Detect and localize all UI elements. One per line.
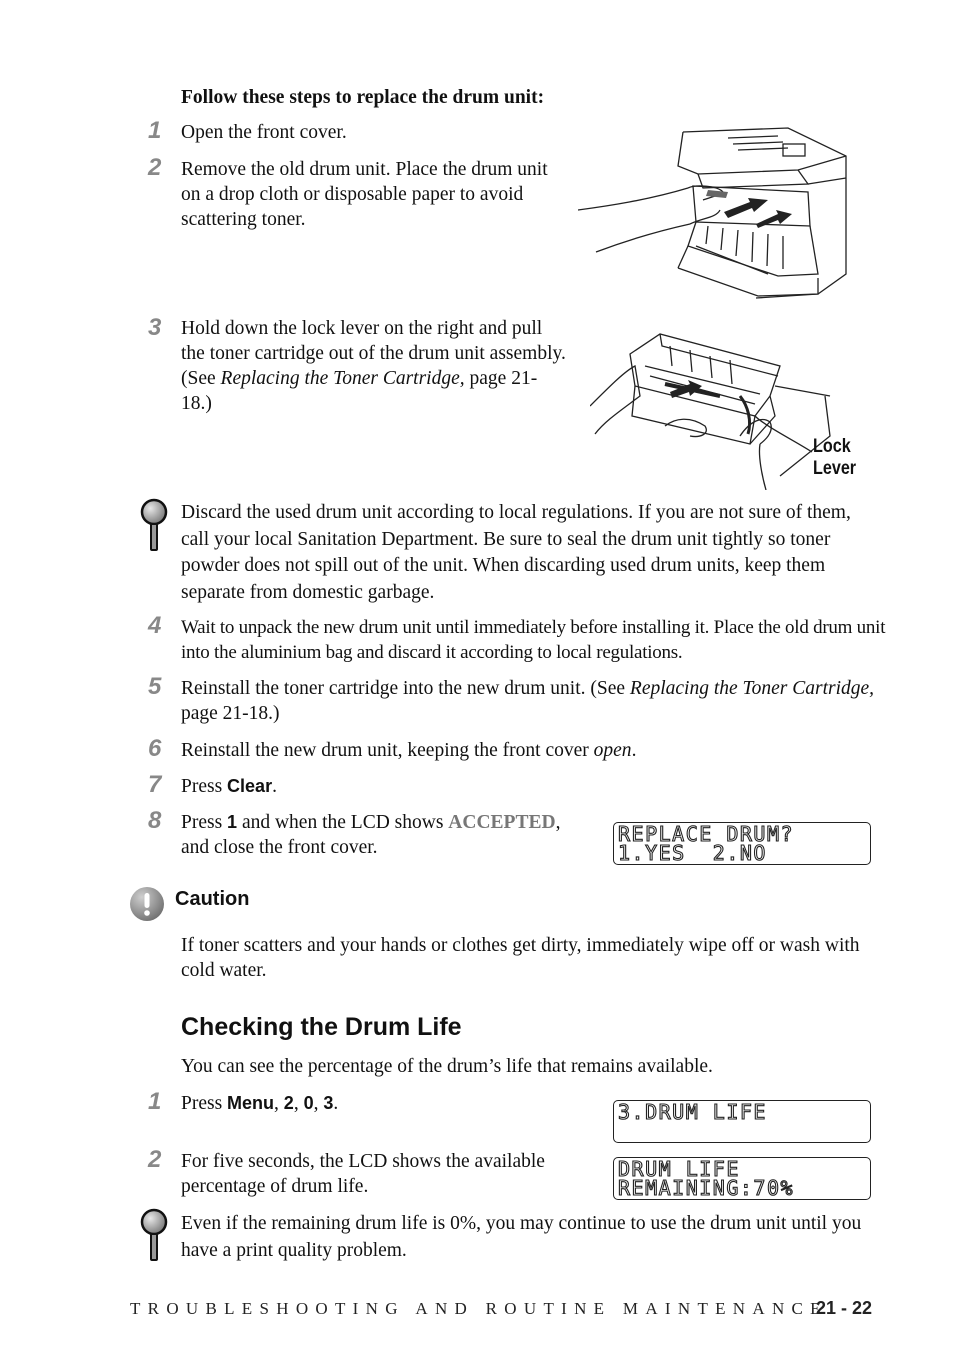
step-text: Wait to unpack the new drum unit until immediately before installing it. Place the old drum unit into the aluminium bag and discard it according to local regulations. [181, 617, 886, 663]
step-text: Open the front cover. [181, 122, 347, 143]
step-text: For five seconds, the LCD shows the available percentage of drum life. [181, 1151, 545, 1197]
step-number: 8 [148, 807, 162, 834]
page-number: 21 - 22 [816, 1298, 873, 1318]
step-text-part: page 21-18.) [181, 703, 280, 724]
step-number: 3 [148, 314, 162, 341]
step-text [181, 316, 566, 416]
step-text-part: page 21-18.) [181, 368, 538, 414]
step-text [181, 774, 681, 799]
lcd-line-1: REPLACE DRUM? [618, 822, 795, 846]
note-text: Even if the remaining drum life is 0%, you may continue to use the drum unit until you have a print quality problem. [181, 1213, 862, 1261]
step-text-part: Hold down the lock lever on the right and pull the toner cartridge out of the drum unit assembly. (See [181, 318, 566, 389]
label-lever: Lever [813, 458, 857, 479]
key-name: 2 [283, 1093, 294, 1113]
label-lock: Lock [813, 436, 851, 457]
footer-chapter-title: TROUBLESHOOTING AND ROUTINE MAINTENANCE [130, 1299, 828, 1318]
caution-text: If toner scatters and your hands or clothes get dirty, immediately wipe off or wash with cold water. [181, 935, 860, 981]
drum-removal-illustration [578, 126, 848, 302]
separator: , [313, 1093, 324, 1114]
note-text: Discard the used drum unit according to local regulations. If you are not sure of them, call your local Sanitation Department. Be sure to seal the drum unit tightly so toner powder does not spill out of the unit. When discarding used drum units, keep them separate from domestic garbage. [181, 502, 851, 603]
note-pin-icon [139, 1208, 169, 1262]
step-number: 1 [148, 117, 162, 144]
intro-heading: Follow these steps to replace the drum unit: [181, 87, 545, 108]
step-number: 7 [148, 771, 162, 798]
note-pin-icon [139, 498, 169, 552]
lock-lever-label [813, 436, 856, 480]
key-name: 0 [303, 1093, 314, 1113]
step-text-part: Press [181, 812, 228, 833]
step-text [181, 810, 581, 860]
step-text-part: . [631, 740, 637, 761]
step-text-part: . [272, 776, 277, 797]
step-text-part: Press [181, 1093, 228, 1114]
step-number: 6 [148, 735, 162, 762]
step-text [181, 738, 881, 763]
lcd-line-1: DRUM LIFE [618, 1157, 740, 1181]
step-text-part: Reinstall the new drum unit, keeping the front cover [181, 740, 594, 761]
lcd-line-2: REMAINING:70% [618, 1176, 795, 1200]
key-name: 1 [227, 812, 238, 832]
step-text-part: Press [181, 776, 228, 797]
caution-icon [129, 886, 165, 922]
lcd-line-1: 3.DRUM LIFE [618, 1100, 767, 1124]
key-name: 3 [323, 1093, 334, 1113]
cross-reference: Replacing the Toner Cartridge, [629, 678, 875, 699]
toner-removal-illustration [590, 326, 835, 490]
step-text-part: . [333, 1093, 339, 1114]
step-number: 5 [148, 673, 162, 700]
section-intro: You can see the percentage of the drum’s life that remains available. [181, 1056, 713, 1077]
step-text [181, 676, 881, 726]
lcd-display-replace-drum [613, 822, 871, 865]
lcd-display-drum-life-menu [613, 1100, 871, 1143]
separator: , [274, 1093, 284, 1114]
step-number: 2 [148, 1146, 162, 1173]
cross-reference: Replacing the Toner Cartridge, [220, 368, 465, 389]
step-number: 2 [148, 154, 162, 181]
lcd-display-drum-life-remaining [613, 1157, 871, 1200]
key-name: Menu [227, 1093, 275, 1113]
step-text [181, 1091, 581, 1116]
lcd-line-2: 1.YES 2.NO [618, 841, 767, 865]
caution-title: Caution [175, 888, 250, 910]
step-text-part: and when the LCD shows [237, 812, 449, 833]
step-number: 1 [148, 1088, 162, 1115]
key-name: Clear [227, 776, 273, 796]
separator: , [293, 1093, 304, 1114]
step-number: 4 [148, 612, 162, 639]
step-text-part: Reinstall the toner cartridge into the new drum unit. (See [181, 678, 630, 699]
section-title: Checking the Drum Life [181, 1013, 462, 1041]
step-text: Remove the old drum unit. Place the drum unit on a drop cloth or disposable paper to avoid scattering toner. [181, 159, 548, 230]
lcd-message: ACCEPTED [448, 812, 556, 833]
step-text-part: , and close the front cover. [181, 812, 561, 858]
emphasis: open [593, 740, 632, 761]
